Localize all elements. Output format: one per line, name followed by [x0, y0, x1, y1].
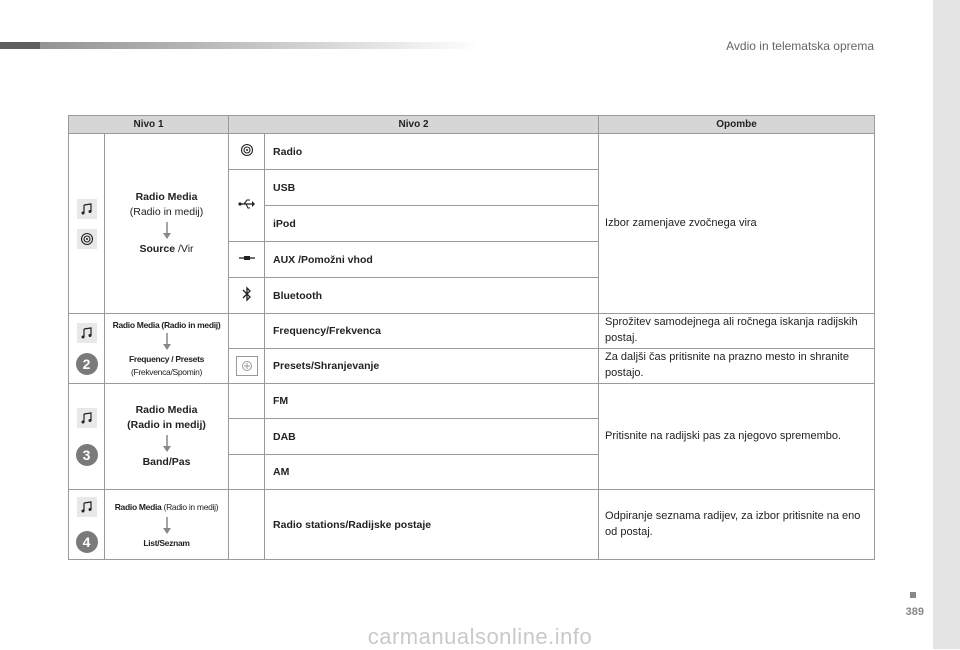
step-badge: 3: [76, 444, 98, 466]
preset-icon[interactable]: [236, 356, 258, 376]
header-nivo-2: Nivo 2: [229, 116, 599, 134]
table-row: [69, 134, 875, 170]
step-badge: 4: [76, 531, 98, 553]
table-row: [69, 490, 875, 560]
page-number: 389: [905, 606, 924, 618]
table-row: [69, 314, 875, 349]
page-header-title: Avdio in telematska oprema: [726, 39, 874, 53]
empty-icon-cell: [229, 490, 265, 560]
menu-item-am[interactable]: AM: [265, 455, 599, 490]
preset-icon-cell[interactable]: [229, 349, 265, 384]
header-opombe: Opombe: [599, 116, 875, 134]
menu-item-bluetooth[interactable]: Bluetooth: [265, 278, 599, 314]
empty-icon-cell: [229, 384, 265, 419]
level1-target: Source /Vir: [139, 243, 194, 256]
empty-icon-cell: [229, 455, 265, 490]
note-source: Izbor zamenjave zvočnega vira: [599, 134, 875, 314]
down-arrow-icon: [162, 435, 172, 453]
page-marker: [910, 592, 916, 598]
level1-subtitle: (Radio in medij): [127, 418, 206, 431]
level1-title: Radio Media (Radio in medij): [112, 320, 221, 331]
menu-item-aux[interactable]: AUX /Pomožni vhod: [265, 242, 599, 278]
music-note-icon: [77, 323, 97, 343]
music-note-icon: [77, 497, 97, 517]
down-arrow-icon: [162, 517, 172, 535]
menu-item-ipod[interactable]: iPod: [265, 206, 599, 242]
note-band: Pritisnite na radijski pas za njegovo spremembo.: [599, 384, 875, 490]
bluetooth-icon[interactable]: [229, 278, 265, 314]
music-note-icon: [77, 408, 97, 428]
menu-item-frequency[interactable]: Frequency/Frekvenca: [265, 314, 599, 349]
level1-subtitle: (Radio in medij): [129, 205, 204, 218]
level1-cell: [105, 134, 229, 314]
down-arrow-icon: [162, 222, 172, 240]
music-note-icon: [77, 199, 97, 219]
level1-target: Frequency / Presets: [128, 354, 205, 365]
level1-target: List/Seznam: [143, 537, 190, 548]
menu-item-dab[interactable]: DAB: [265, 419, 599, 455]
watermark: carmanualsonline.info: [367, 624, 593, 649]
step-badge: 2: [76, 353, 98, 375]
radio-icon[interactable]: [229, 134, 265, 170]
header-rule: [0, 42, 480, 49]
menu-table: [68, 115, 875, 560]
level1-target: Band/Pas: [142, 456, 191, 469]
side-margin-bar: [933, 0, 960, 649]
down-arrow-icon: [162, 333, 172, 351]
menu-item-fm[interactable]: FM: [265, 384, 599, 419]
level1-icons: [69, 490, 105, 560]
level1-icons: [69, 134, 105, 314]
menu-item-usb[interactable]: USB: [265, 170, 599, 206]
level1-cell: [105, 384, 229, 490]
menu-item-radio[interactable]: Radio: [265, 134, 599, 170]
table-row: [69, 384, 875, 419]
menu-item-radio-stations[interactable]: Radio stations/Radijske postaje: [265, 490, 599, 560]
note-frequency: Sprožitev samodejnega ali ročnega iskanja radijskih postaj.: [599, 314, 875, 349]
usb-icon[interactable]: [229, 170, 265, 242]
aux-icon[interactable]: [229, 242, 265, 278]
table-header-row: [69, 116, 875, 134]
level1-cell: [105, 490, 229, 560]
empty-icon-cell: [229, 419, 265, 455]
level1-title: Radio Media: [135, 403, 198, 416]
level1-target-subtitle: (Frekvenca/Spomin): [130, 366, 203, 377]
level1-title: Radio Media (Radio in medij): [114, 501, 219, 512]
level1-title: Radio Media: [135, 190, 198, 203]
level1-icons: [69, 384, 105, 490]
level1-cell: [105, 314, 229, 384]
note-list: Odpiranje seznama radijev, za izbor pritisnite na eno od postaj.: [599, 490, 875, 560]
header-rule-accent: [0, 42, 40, 49]
level1-icons: [69, 314, 105, 384]
header-nivo-1: Nivo 1: [69, 116, 229, 134]
menu-item-presets[interactable]: Presets/Shranjevanje: [265, 349, 599, 384]
note-presets: Za daljši čas pritisnite na prazno mesto in shranite postajo.: [599, 349, 875, 384]
frequency-icon-cell: [229, 314, 265, 349]
radio-icon: [77, 229, 97, 249]
